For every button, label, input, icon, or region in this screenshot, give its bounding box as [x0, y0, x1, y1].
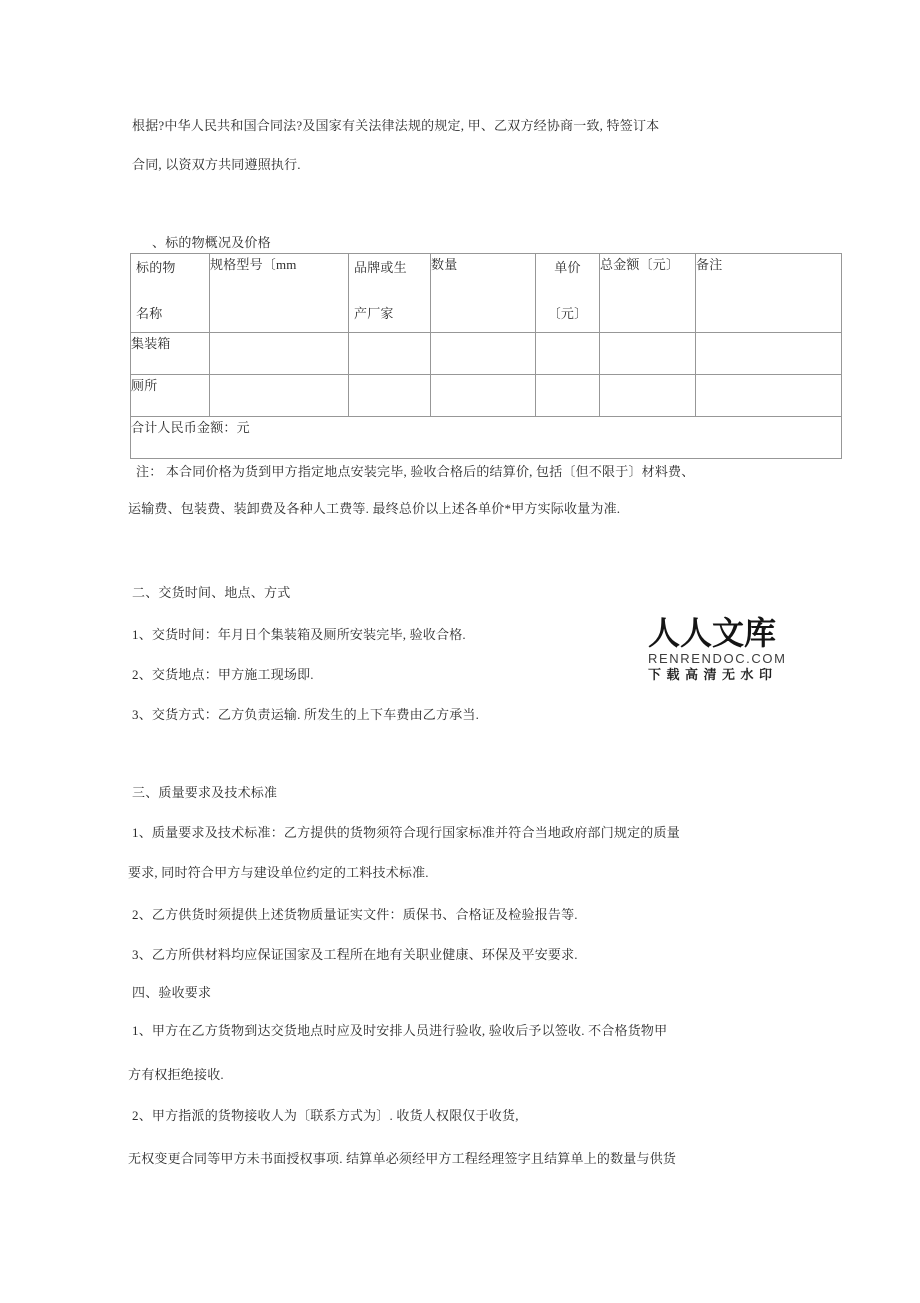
col-header-unit-price [536, 254, 600, 333]
table-row-container [131, 333, 842, 375]
empty-cell [600, 375, 696, 417]
col-header-spec: 规格型号〔mm [210, 254, 349, 333]
empty-cell [349, 333, 431, 375]
section2-item-2: 2、交货地点：甲方施工现场即. [132, 667, 314, 682]
section2-item-1: 1、交货时间：年月日个集装箱及厕所安装完毕, 验收合格. [132, 627, 466, 642]
empty-cell [210, 333, 349, 375]
section3-line-1: 1、质量要求及技术标准：乙方提供的货物须符合现行国家标准并符合当地政府部门规定的质量 [132, 825, 680, 840]
section4-line-3: 2、甲方指派的货物接收人为〔联系方式为〕. 收货人权限仅于收货, [132, 1108, 519, 1123]
col-header-brand [349, 254, 431, 333]
empty-cell [536, 333, 600, 375]
col-header-unit-price-line2: 〔元〕 [547, 306, 588, 321]
empty-cell [536, 375, 600, 417]
empty-cell [696, 375, 842, 417]
col-header-item-name [131, 254, 210, 333]
row-label-container: 集装箱 [131, 333, 210, 375]
section2-heading: 二、交货时间、地点、方式 [132, 585, 291, 600]
intro-line-2: 合同, 以资双方共同遵照执行. [132, 157, 301, 172]
col-header-unit-price-line1: 单价 [554, 260, 581, 275]
section3-heading: 三、质量要求及技术标准 [132, 785, 278, 800]
col-header-remarks: 备注 [696, 254, 842, 333]
table-header-row [131, 254, 842, 333]
watermark-site: RENRENDOC.COM [648, 651, 787, 666]
section3-line-3: 2、乙方供货时须提供上述货物质量证实文件：质保书、合格证及检验报告等. [132, 907, 578, 922]
section4-line-1: 1、甲方在乙方货物到达交货地点时应及时安排人员进行验收, 验收后予以签收. 不合格货物甲 [132, 1023, 668, 1038]
watermark-logo: 人人文库 [648, 615, 777, 651]
section1-heading: 、标的物概况及价格 [152, 235, 271, 250]
goods-table [130, 253, 842, 459]
col-header-item-name-line1: 标的物 [136, 260, 176, 275]
col-header-brand-line1: 品牌或生 [354, 260, 407, 275]
col-header-total-amount: 总金额〔元〕 [600, 254, 696, 333]
intro-line-1: 根据?中华人民共和国合同法?及国家有关法律法规的规定, 甲、乙双方经协商一致, 特签订本 [132, 118, 660, 133]
row-label-toilet: 厕所 [131, 375, 210, 417]
section4-heading: 四、验收要求 [132, 985, 212, 1000]
section4-line-2: 方有权拒绝接收. [128, 1067, 224, 1082]
empty-cell [431, 333, 536, 375]
section3-line-4: 3、乙方所供材料均应保证国家及工程所在地有关职业健康、环保及平安要求. [132, 947, 578, 962]
table-total-row [131, 417, 842, 459]
empty-cell [431, 375, 536, 417]
note-line-1: 注： 本合同价格为货到甲方指定地点安装完毕, 验收合格后的结算价, 包括〔但不限于〕材料费、 [136, 464, 695, 479]
empty-cell [349, 375, 431, 417]
empty-cell [696, 333, 842, 375]
section4-line-4: 无权变更合同等甲方未书面授权事项. 结算单必须经甲方工程经理签字且结算单上的数量与供货 [128, 1151, 677, 1166]
watermark-tagline: 下载高清无水印 [648, 667, 778, 682]
section3-line-2: 要求, 同时符合甲方与建设单位约定的工料技术标准. [128, 865, 429, 880]
section2-item-3: 3、交货方式：乙方负责运输. 所发生的上下车费由乙方承当. [132, 707, 480, 722]
col-header-quantity: 数量 [431, 254, 536, 333]
col-header-item-name-line2: 名称 [136, 306, 163, 321]
note-line-2: 运输费、包装费、装卸费及各种人工费等. 最终总价以上述各单价*甲方实际收量为准. [128, 501, 621, 516]
col-header-brand-line2: 产厂家 [354, 306, 394, 321]
empty-cell [210, 375, 349, 417]
table-total-cell: 合计人民币金额：元 [131, 417, 842, 459]
empty-cell [600, 333, 696, 375]
table-row-toilet [131, 375, 842, 417]
